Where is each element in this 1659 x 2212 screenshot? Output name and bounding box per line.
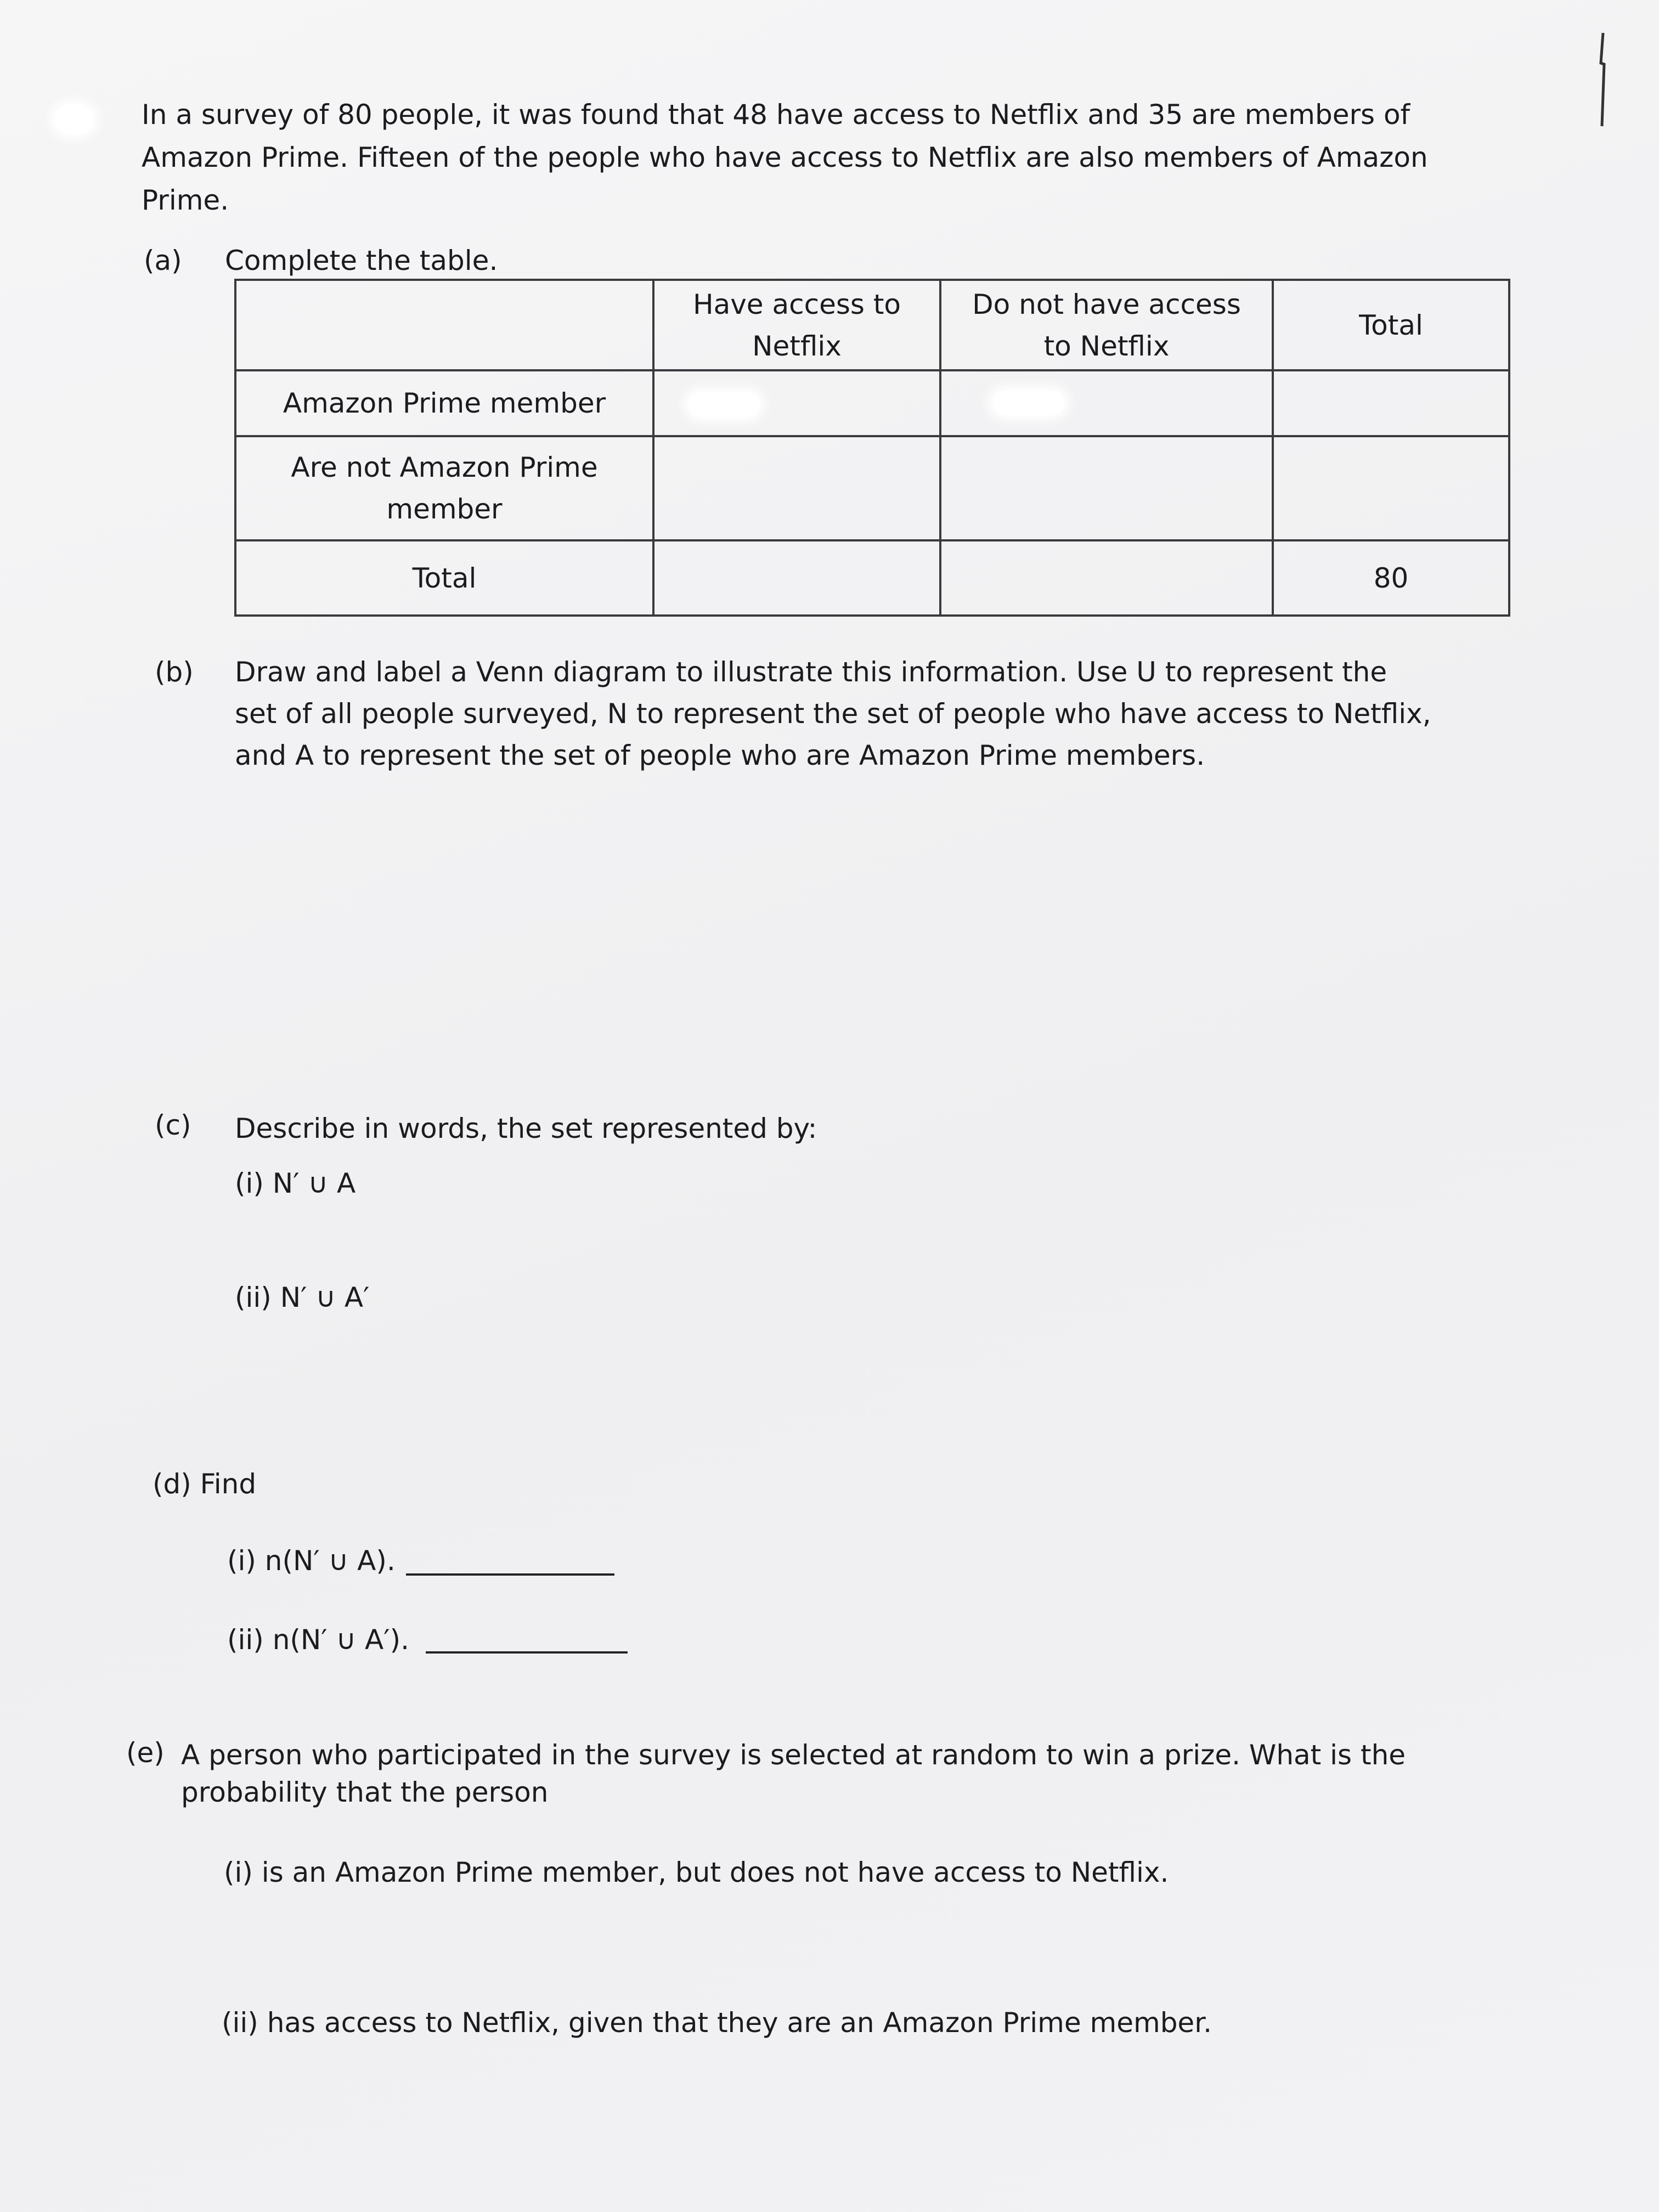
part-e-label: (e) [126,1737,165,1769]
table-row [235,540,1509,616]
table-header-cell [235,280,653,370]
table-header-cell: Do not have access to Netflix [940,280,1273,370]
intro-line-1: In a survey of 80 people, it was found that 48 have access to Netflix and 35 are members of [142,99,1410,131]
row-label: Total [235,540,653,616]
part-e-line-2: probability that the person [181,1776,549,1808]
part-e-item-ii: (ii) has access to Netflix, given that they are an Amazon Prime member. [222,2007,1212,2039]
answer-line[interactable] [426,1651,628,1654]
answer-cell[interactable] [1273,436,1509,540]
part-d-item-ii: (ii) n(N′ ∪ A′). [227,1624,409,1656]
part-e-line-1: A person who participated in the survey is selected at random to win a prize. What is the [181,1739,1406,1771]
intro-line-2: Amazon Prime. Fifteen of the people who have access to Netflix are also members of Amazon [142,142,1428,173]
part-b-line-3: and A to represent the set of people who are Amazon Prime members. [235,740,1205,771]
part-b-line-2: set of all people surveyed, N to represent the set of people who have access to Netflix, [235,698,1431,730]
staple-icon [1591,30,1613,129]
whiteout-mark [55,104,93,134]
answer-cell[interactable] [653,436,940,540]
two-way-table [234,279,1510,617]
part-e-item-i: (i) is an Amazon Prime member, but does not have access to Netflix. [224,1857,1169,1888]
whiteout-mark [993,391,1064,415]
table-row [235,436,1509,540]
row-label: Are not Amazon Prime member [235,436,653,540]
part-a-prompt: Complete the table. [225,245,498,276]
answer-cell[interactable] [1273,370,1509,436]
table-header-cell: Have access to Netflix [653,280,940,370]
table-row [235,370,1509,436]
whiteout-mark [689,392,760,417]
part-c-item-i: (i) N′ ∪ A [235,1167,356,1199]
answer-cell[interactable] [940,540,1273,616]
row-label: Amazon Prime member [235,370,653,436]
part-d-label: (d) Find [153,1468,257,1500]
part-b-line-1: Draw and label a Venn diagram to illustrate this information. Use U to represent the [235,656,1387,688]
table-header-cell: Total [1273,280,1509,370]
part-c-prompt: Describe in words, the set represented by: [235,1113,817,1144]
part-b-label: (b) [155,656,194,688]
answer-line[interactable] [406,1573,614,1576]
intro-line-3: Prime. [142,184,229,216]
part-a-label: (a) [144,245,182,276]
answer-cell[interactable] [653,540,940,616]
answer-cell: 80 [1273,540,1509,616]
part-c-label: (c) [155,1109,191,1141]
table-header-row [235,280,1509,370]
part-c-item-ii: (ii) N′ ∪ A′ [235,1282,370,1313]
answer-cell[interactable] [940,370,1273,436]
part-d-item-i: (i) n(N′ ∪ A). [227,1545,396,1577]
answer-cell[interactable] [940,436,1273,540]
